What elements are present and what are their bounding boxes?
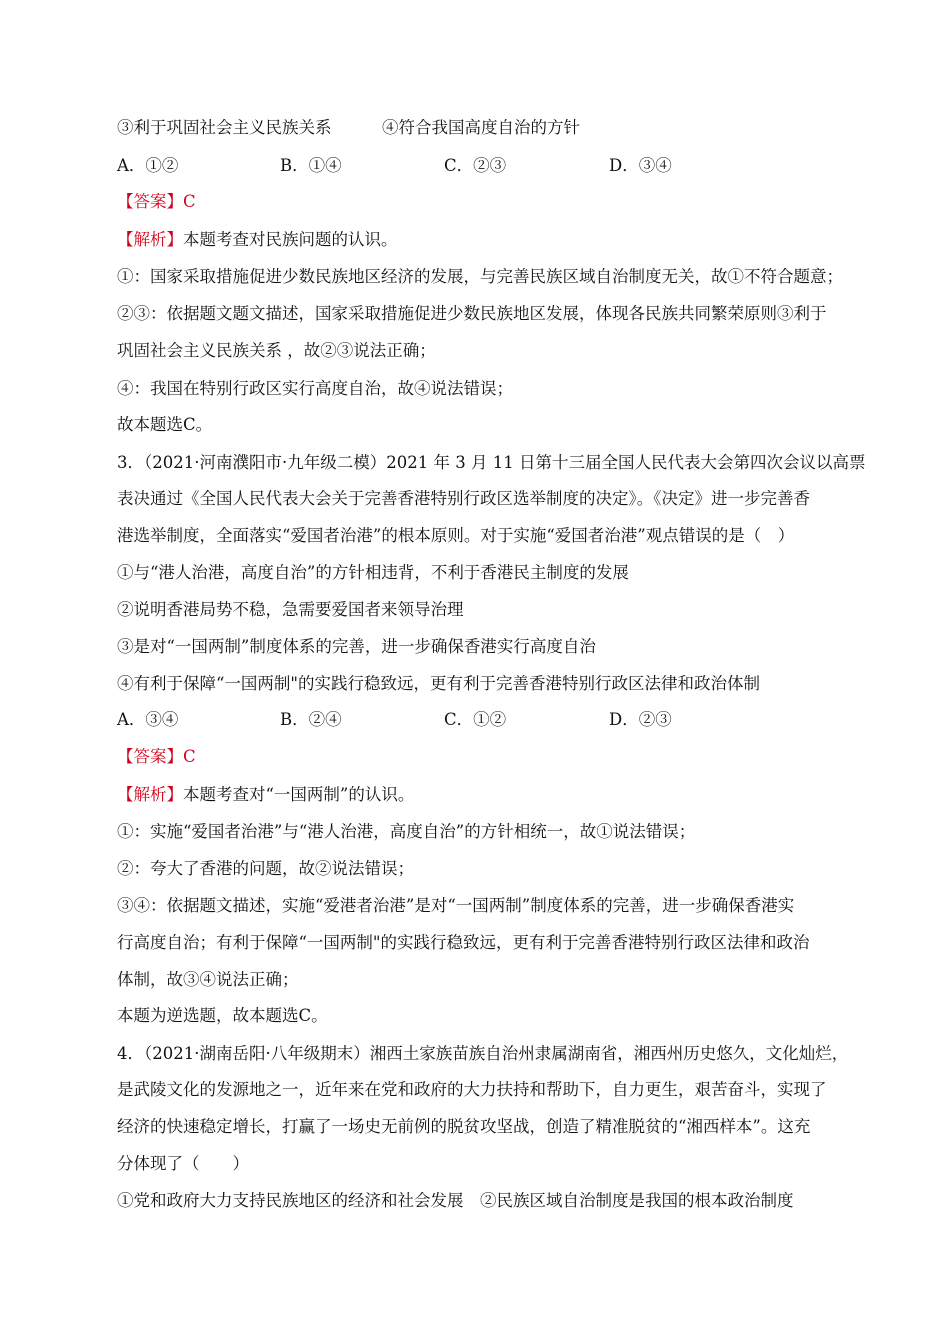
q2-analysis-line-4: 巩固社会主义民族关系 ，故②③说法正确；	[117, 341, 436, 360]
q4-stem-line-2: 是武陵文化的发源地之一，近年来在党和政府的大力扶持和帮助下，自力更生，艰苦奋斗，实现了	[117, 1080, 827, 1099]
q3-option-c: C．①②	[444, 710, 507, 729]
q3-analysis-line-3: ②：夸大了香港的问题，故②说法错误；	[117, 859, 414, 878]
q3-analysis-line-4: ③④：依据题文描述，实施“爱港者治港”是对“一国两制”制度体系的完善，进一步确保香港实	[117, 896, 795, 915]
q2-option-c: C．②③	[444, 156, 507, 175]
analysis-text: 本题考查对民族问题的认识。	[183, 230, 398, 249]
q3-analysis-line-7: 本题为逆选题，故本题选C。	[117, 1006, 328, 1025]
analysis-tag: 【解析】	[117, 785, 183, 804]
q2-item-4: ④符合我国高度自治的方针	[382, 118, 580, 137]
q4-stem-line-1: 4．（2021·湖南岳阳·八年级期末）湘西土家族苗族自治州隶属湖南省，湘西州历史悠久，文化灿烂，	[117, 1044, 849, 1063]
answer-value: C	[183, 192, 196, 211]
q2-analysis-line-5: ④：我国在特别行政区实行高度自治，故④说法错误；	[117, 379, 513, 398]
q3-option-b: B．②④	[280, 710, 342, 729]
q2-analysis-line-2: ①：国家采取措施促进少数民族地区经济的发展，与完善民族区域自治制度无关，故①不符合题意；	[117, 267, 843, 286]
q3-option-d: D．②③	[609, 710, 672, 729]
q4-items-line: ①党和政府大力支持民族地区的经济和社会发展 ②民族区域自治制度是我国的根本政治制度	[117, 1191, 794, 1210]
analysis-tag: 【解析】	[117, 230, 183, 249]
q3-analysis-line-1	[117, 784, 414, 806]
answer-tag: 【答案】	[117, 192, 183, 211]
q3-item-4: ④有利于保障“一国两制"的实践行稳致远，更有利于完善香港特别行政区法律和政治体制	[117, 674, 761, 693]
q3-analysis-line-5: 行高度自治；有利于保障“一国两制"的实践行稳致远，更有利于完善香港特别行政区法律和政治	[117, 933, 810, 952]
q3-stem-line-3: 港选举制度，全面落实“爱国者治港”的根本原则。对于实施“爱国者治港”观点错误的是（ ）	[117, 526, 795, 545]
answer-value: C	[183, 747, 196, 766]
q2-items-row	[117, 117, 580, 139]
q3-option-a: A．③④	[117, 710, 179, 729]
q3-item-2: ②说明香港局势不稳，急需要爱国者来领导治理	[117, 600, 464, 619]
q3-stem-line-1: 3．（2021·河南濮阳市·九年级二模）2021 年 3 月 11 日第十三届全国人民代表大会第四次会议以高票	[117, 453, 866, 472]
q2-analysis-line-1	[117, 229, 398, 251]
q2-analysis-line-6: 故本题选C。	[117, 415, 213, 434]
q3-item-1: ①与“港人治港，高度自治”的方针相违背，不利于香港民主制度的发展	[117, 563, 629, 582]
q4-stem-line-4: 分体现了（ ）	[117, 1154, 249, 1173]
q3-analysis-line-6: 体制，故③④说法正确；	[117, 970, 299, 989]
answer-tag: 【答案】	[117, 747, 183, 766]
q3-analysis-line-2: ①：实施“爱国者治港”与“港人治港，高度自治”的方针相统一，故①说法错误；	[117, 822, 696, 841]
q2-option-d: D．③④	[609, 156, 672, 175]
q3-answer	[117, 746, 196, 768]
analysis-text: 本题考查对“一国两制”的认识。	[183, 785, 415, 804]
q2-answer	[117, 191, 196, 213]
q2-option-b: B．①④	[280, 156, 342, 175]
q2-analysis-line-3: ②③：依据题文题文描述，国家采取措施促进少数民族地区发展，体现各民族共同繁荣原则③利于	[117, 304, 827, 323]
q3-item-3: ③是对“一国两制”制度体系的完善，进一步确保香港实行高度自治	[117, 637, 596, 656]
q2-option-a: A．①②	[117, 156, 179, 175]
q4-stem-line-3: 经济的快速稳定增长，打赢了一场史无前例的脱贫攻坚战，创造了精准脱贫的“湘西样本”。这充	[117, 1117, 811, 1136]
q3-stem-line-2: 表决通过《全国人民代表大会关于完善香港特别行政区选举制度的决定》。《决定》进一步完善香	[117, 489, 810, 508]
q2-item-3: ③利于巩固社会主义民族关系	[117, 118, 332, 137]
